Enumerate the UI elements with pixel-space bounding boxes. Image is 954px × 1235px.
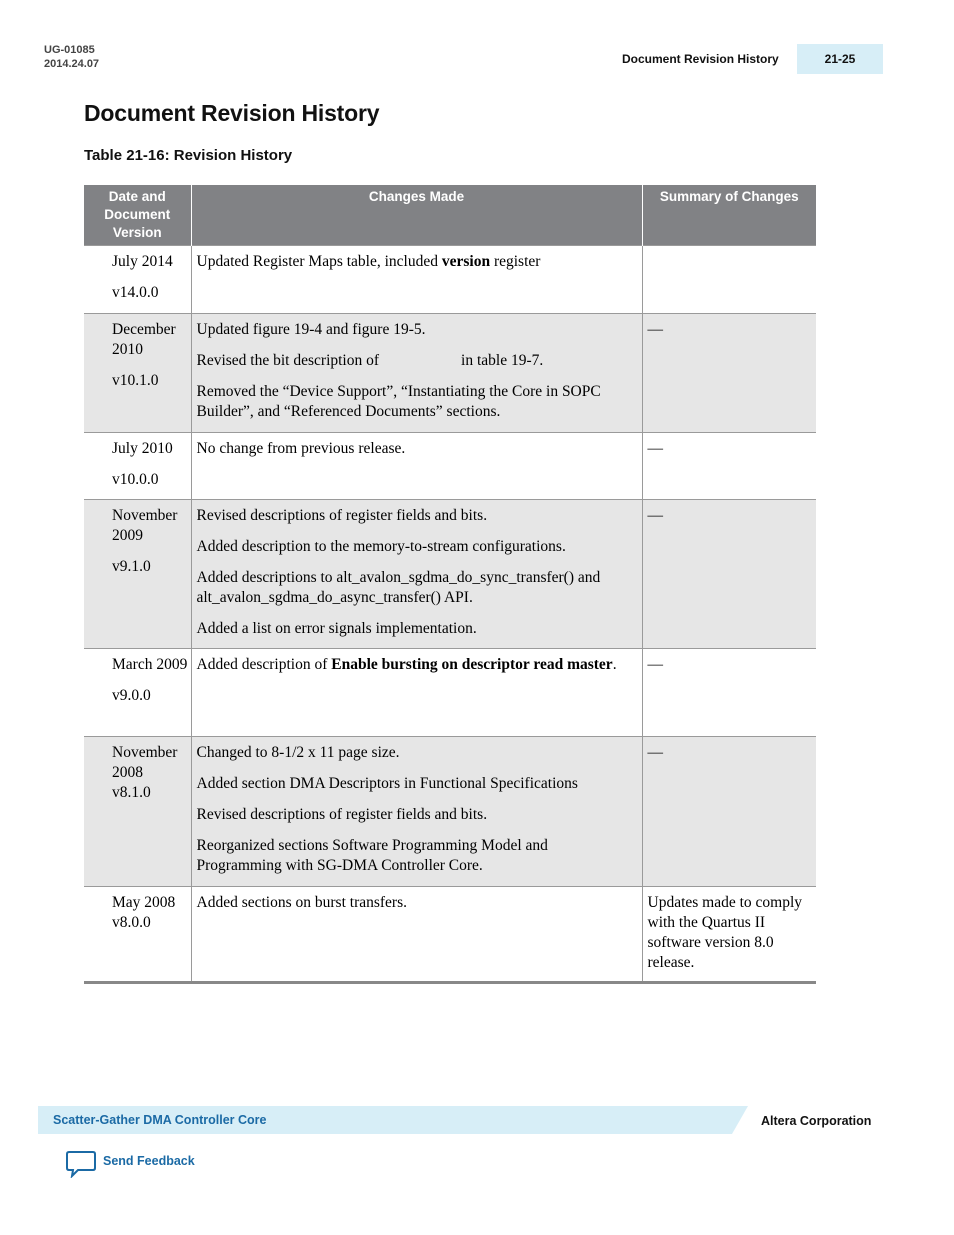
revision-date: November 2009 — [112, 507, 178, 544]
footer-company: Altera Corporation — [761, 1114, 872, 1128]
table-header-row — [84, 185, 816, 246]
page-number-tab — [797, 44, 883, 74]
revision-version: v9.0.0 — [112, 687, 151, 704]
revision-date: July 2014 — [112, 253, 173, 270]
column-header-changes: Changes Made — [191, 185, 642, 246]
summary-cell: — — [642, 314, 816, 433]
change-item — [197, 320, 637, 340]
revision-date: November 2008 — [112, 744, 178, 781]
date-version-cell — [84, 887, 191, 983]
change-item — [197, 382, 637, 422]
date-version-cell — [84, 246, 191, 314]
revision-date: December 2010 — [112, 321, 176, 358]
date-version-cell — [84, 500, 191, 649]
change-text-tail: . — [612, 656, 617, 673]
change-item — [197, 774, 637, 794]
change-text: Updated Register Maps table, included — [196, 253, 442, 270]
table-row — [84, 887, 816, 983]
summary-cell: — — [642, 649, 816, 737]
change-bold-text: version — [441, 253, 491, 270]
date-version-cell — [84, 433, 191, 500]
document-id: UG-01085 — [44, 44, 95, 56]
changes-cell — [191, 737, 642, 887]
column-header-date: Date and Document Version — [84, 185, 191, 246]
summary-cell: Updates made to comply with the Quartus II software version 8.0 release. — [642, 887, 816, 983]
change-text: Added sections on burst transfers. — [196, 894, 407, 911]
summary-cell: — — [642, 737, 816, 887]
table-row — [84, 737, 816, 887]
revision-date: July 2010 — [112, 440, 173, 457]
change-text-tail: in table 19-7. — [461, 352, 544, 369]
speech-bubble-icon — [66, 1150, 96, 1178]
change-text: Reorganized sections Software Programming Model and Programming with SG-DMA Controller Core. — [196, 837, 548, 874]
revision-version: v8.0.0 — [112, 914, 151, 931]
change-item — [197, 351, 637, 371]
changes-cell — [191, 433, 642, 500]
change-bold-text: Enable bursting on descriptor read master — [331, 656, 613, 673]
page-title: Document Revision History — [84, 100, 380, 126]
send-feedback-label[interactable]: Send Feedback — [103, 1154, 195, 1168]
table-row — [84, 314, 816, 433]
change-item — [197, 506, 637, 526]
change-text: Removed the “Device Support”, “Instantiating the Core in SOPC Builder”, and “Referenced Documents” sections. — [196, 383, 601, 420]
table-row — [84, 246, 816, 314]
table-caption: Table 21-16: Revision History — [84, 147, 293, 164]
change-item — [197, 568, 637, 608]
revision-history-table — [84, 185, 816, 984]
change-text: Added a list on error signals implementation. — [196, 620, 477, 637]
running-header-title: Document Revision History — [622, 52, 779, 66]
revision-version: v10.1.0 — [112, 372, 159, 389]
change-item — [197, 836, 637, 876]
date-version-cell — [84, 737, 191, 887]
changes-cell — [191, 649, 642, 737]
change-item — [197, 655, 637, 675]
revision-date: May 2008 — [112, 894, 176, 911]
revision-date: March 2009 — [112, 656, 188, 673]
document-date: 2014.24.07 — [44, 58, 100, 70]
summary-cell: — — [642, 433, 816, 500]
change-text: No change from previous release. — [196, 440, 406, 457]
page-number: 21-25 — [824, 52, 856, 66]
footer-document-name: Scatter-Gather DMA Controller Core — [53, 1113, 267, 1127]
date-version-cell — [84, 314, 191, 433]
change-text: Added description of — [196, 656, 332, 673]
revision-version: v9.1.0 — [112, 558, 151, 575]
changes-cell — [191, 500, 642, 649]
change-text: Added descriptions to alt_avalon_sgdma_do_sync_transfer() and alt_avalon_sgdma_do_async_transfer() API. — [196, 569, 601, 606]
revision-version: v10.0.0 — [112, 471, 159, 488]
change-item — [197, 439, 637, 459]
change-item — [197, 743, 637, 763]
change-text: Added description to the memory-to-stream configurations. — [196, 538, 566, 555]
changes-cell — [191, 314, 642, 433]
change-item — [197, 893, 637, 913]
date-version-cell — [84, 649, 191, 737]
table-row — [84, 500, 816, 649]
column-header-summary: Summary of Changes — [642, 185, 816, 246]
change-text: Added section DMA Descriptors in Functional Specifications — [196, 775, 578, 792]
change-item — [197, 537, 637, 557]
change-text-tail: register — [490, 253, 541, 270]
changes-cell — [191, 887, 642, 983]
table-row — [84, 649, 816, 737]
summary-cell — [642, 246, 816, 314]
document-id-block — [44, 43, 99, 71]
table-row — [84, 433, 816, 500]
change-text: Revised the bit description of — [196, 352, 380, 369]
change-text: Revised descriptions of register fields and bits. — [196, 507, 488, 524]
summary-cell: — — [642, 500, 816, 649]
revision-version: v14.0.0 — [112, 284, 159, 301]
change-text: Revised descriptions of register fields and bits. — [196, 806, 488, 823]
changes-cell — [191, 246, 642, 314]
change-item — [197, 252, 637, 272]
change-text: Changed to 8-1/2 x 11 page size. — [196, 744, 400, 761]
change-item — [197, 805, 637, 825]
change-text: Updated figure 19-4 and figure 19-5. — [196, 321, 426, 338]
change-item — [197, 619, 637, 639]
revision-version: v8.1.0 — [112, 784, 151, 801]
